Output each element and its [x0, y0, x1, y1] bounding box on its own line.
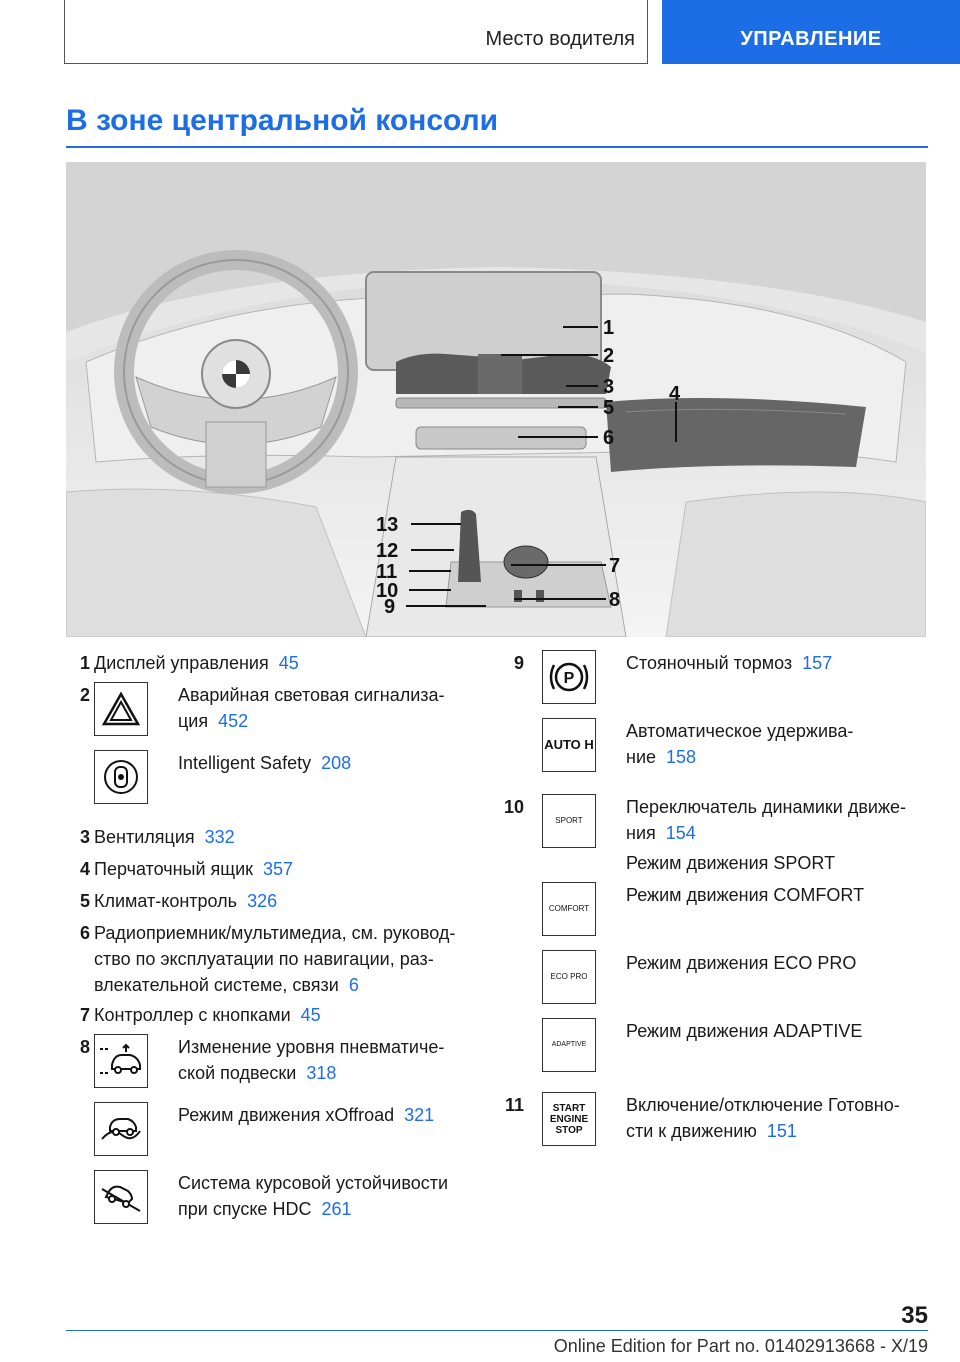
callout-3: 3 — [603, 376, 615, 398]
header-section-label: Место водителя — [485, 28, 635, 50]
xoffroad-icon — [94, 1102, 148, 1156]
callout-5: 5 — [603, 397, 615, 419]
parking-brake-icon — [542, 650, 596, 704]
legend-item-hdc: Система курсовой устойчивости при спуске HDC 261 — [66, 1170, 486, 1230]
page-number: 35 — [901, 1302, 928, 1329]
intelligent-safety-icon — [94, 750, 148, 804]
callout-7: 7 — [609, 555, 621, 577]
footer-divider — [66, 1330, 928, 1331]
callout-4: 4 — [669, 383, 681, 405]
legend-item-intelligent-safety: Intelligent Safety 208 — [66, 750, 486, 806]
callout-13: 13 — [376, 514, 399, 536]
callout-1: 1 — [603, 317, 615, 339]
legend-item-2: 2 Аварийная световая сигнализа- ция 452 — [66, 682, 486, 742]
legend-item-6: 6 Радиоприемник/мультимедиа, см. руковод- ство по эксплуатации по навигации, раз- влекательной системе, связи 6 — [79, 923, 456, 995]
callout-10: 10 — [376, 580, 399, 602]
header-chapter-tab — [662, 0, 960, 64]
svg-text:P: P — [563, 670, 575, 687]
legend-item-8: 8 Изменение уровня пневматиче- ской подвески 318 — [66, 1034, 486, 1094]
air-suspension-icon — [94, 1034, 148, 1088]
legend-item-9: 9 P Стояночный тормоз 157 — [500, 650, 930, 706]
header-chapter-label: УПРАВЛЕНИЕ — [740, 28, 882, 50]
legend-item-auto-hold: AUTO H Автоматическое удержива- ние 158 — [500, 718, 930, 774]
legend-item-eco-pro: ECO PRO Режим движения ECO PRO — [500, 950, 930, 1006]
callout-8: 8 — [609, 589, 621, 611]
callout-12: 12 — [376, 540, 399, 562]
callout-11: 11 — [376, 561, 398, 583]
adaptive-mode-icon: ADAPTIVE — [542, 1018, 596, 1072]
footer-edition: Online Edition for Part no. 01402913668 - X/19 — [553, 1336, 928, 1356]
comfort-mode-icon: COMFORT — [542, 882, 596, 936]
legend-item-11: 11 START ENGINE STOP Включение/отключение Готовно- сти к движению 151 — [500, 1092, 930, 1152]
title-divider — [66, 146, 928, 148]
legend-item-comfort: COMFORT Режим движения COMFORT — [500, 882, 930, 938]
hazard-triangle-icon — [94, 682, 148, 736]
legend-item-adaptive: ADAPTIVE Режим движения ADAPTIVE — [500, 1018, 930, 1074]
callout-9: 9 — [384, 596, 396, 618]
auto-hold-icon: AUTO H — [542, 718, 596, 772]
eco-pro-mode-icon: ECO PRO — [542, 950, 596, 1004]
sport-mode-icon: SPORT — [542, 794, 596, 848]
hdc-icon — [94, 1170, 148, 1224]
legend-item-xoffroad: Режим движения xOffroad 321 — [66, 1102, 486, 1158]
page-title: В зоне центральной консоли — [66, 104, 499, 137]
cockpit-illustration — [66, 162, 926, 637]
start-engine-stop-icon: START ENGINE STOP — [542, 1092, 596, 1146]
legend-item-10: 10 SPORT Переключатель динамики движе- ния 154 — [500, 794, 930, 850]
callout-6: 6 — [603, 427, 615, 449]
header-section-tab — [64, 0, 648, 64]
callout-2: 2 — [603, 345, 615, 367]
